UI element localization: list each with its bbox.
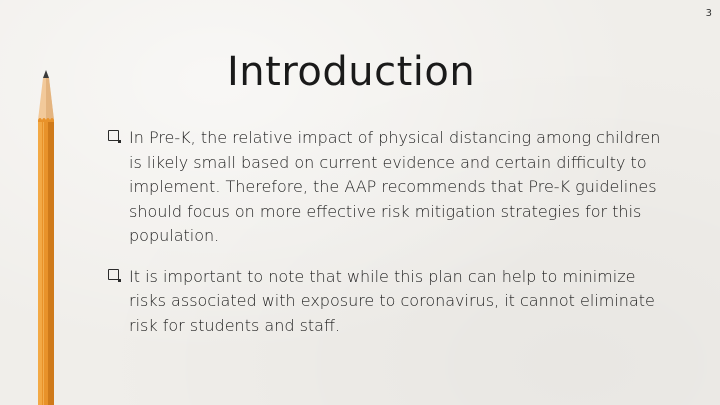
checkbox-square-icon (108, 269, 119, 280)
bullet-text: It is important to note that while this plan can help to minimize risks associated with exposure to coronavirus, it cannot eliminate risk for students and staff. (129, 266, 655, 335)
page-number: 3 (705, 8, 712, 19)
bullet-item (107, 126, 667, 249)
bullet-item (107, 265, 667, 339)
bullet-list (107, 126, 667, 354)
checkbox-square-icon (108, 130, 119, 141)
bullet-text: In Pre-K, the relative impact of physical distancing among children is likely small based on current evidence and certain difficulty to implement. Therefore, the AAP recommends that Pre-K guidelines should focus on more effective risk mitigation strategies for this population. (129, 128, 661, 245)
slide-title: Introduction (227, 49, 476, 95)
pencil-icon (30, 70, 62, 405)
